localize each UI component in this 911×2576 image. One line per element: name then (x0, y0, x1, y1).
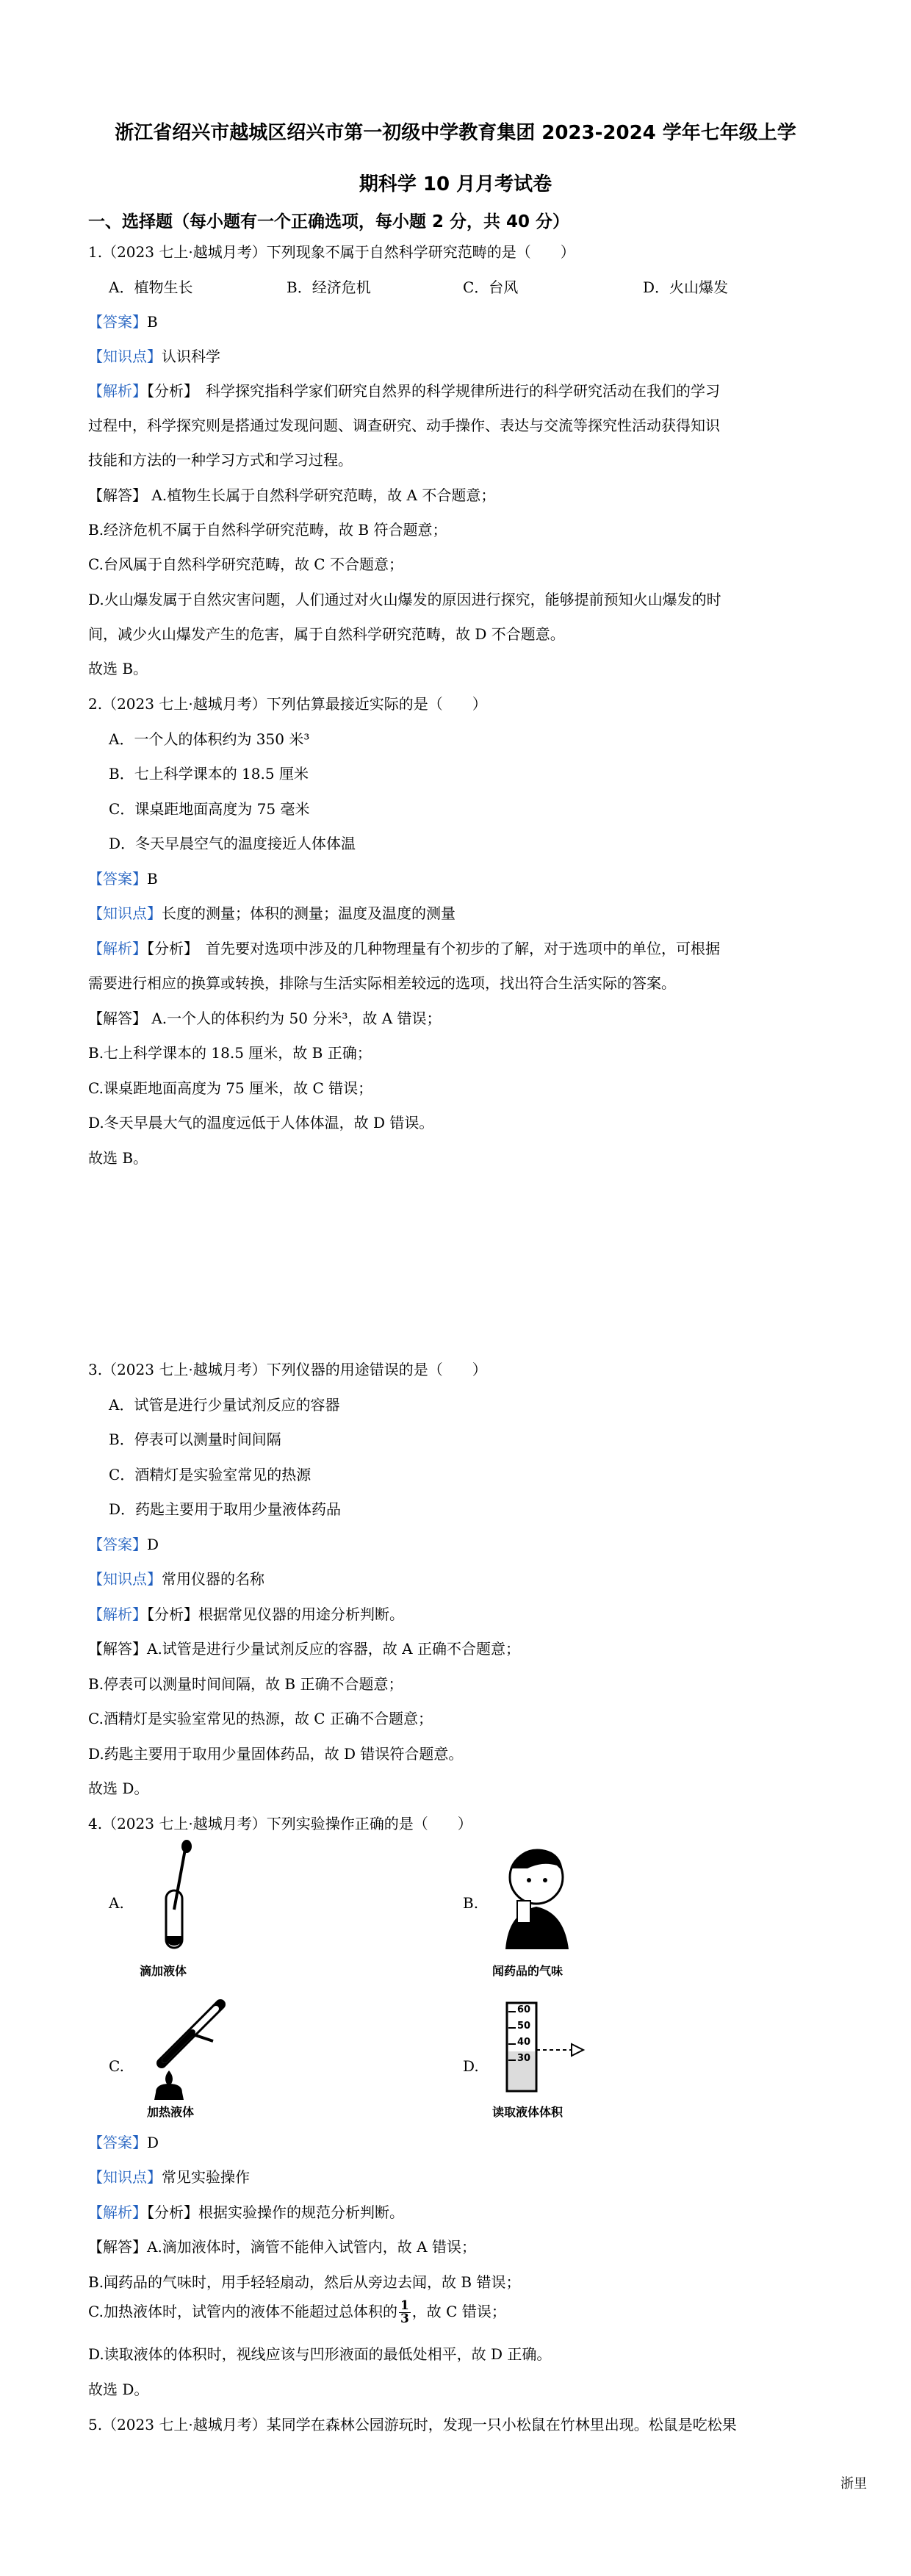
analysis-tag: 【解析】 (88, 382, 147, 400)
q4-answer (88, 2131, 830, 2152)
q2-knowledge-value: 长度的测量；体积的测量；温度及温度的测量 (162, 904, 455, 922)
q3-solution (88, 1637, 830, 1658)
q1-knowledge (88, 345, 830, 366)
solution-tag: 【解答】 (88, 2238, 147, 2256)
cylinder-tick-50: 50 (517, 2021, 531, 2032)
page-footer: 浙里 (840, 2476, 867, 2492)
q4-solution-b: B.闻药品的气味时，用手轻轻扇动，然后从旁边去闻，故 B 错误； (88, 2273, 521, 2291)
q3-answer-value: D (147, 1536, 159, 1553)
q4-caption-a: 滴加液体 (140, 1964, 187, 1978)
measuring-cylinder-figure (492, 1997, 595, 2100)
q4-solution-c-text: C.加热液体时，试管内的液体不能超过总体积的 (88, 2303, 397, 2320)
q1-solution-c: C.台风属于自然科学研究范畴，故 C 不合题意； (88, 555, 403, 573)
q1-analysis-line3: 技能和方法的一种学习方式和学习过程。 (88, 451, 353, 469)
q2-solution-c: C.课桌距地面高度为 75 厘米，故 C 错误； (88, 1079, 373, 1097)
q4-option-b-label: B. (463, 1894, 479, 1912)
knowledge-tag: 【知识点】 (88, 1570, 162, 1588)
analysis-sub-tag: 【分析】 (147, 1605, 198, 1623)
answer-tag: 【答案】 (88, 870, 147, 888)
q4-caption-c: 加热液体 (147, 2105, 195, 2119)
q2-answer (88, 867, 830, 888)
q4-analysis (88, 2201, 830, 2222)
q4-solution (88, 2235, 830, 2256)
q1-conclusion: 故选 B。 (88, 660, 148, 677)
q2-stem: 2.（2023 七上·越城月考）下列估算最接近实际的是（ ） (88, 695, 487, 713)
q4-option-d-label: D. (463, 2057, 479, 2075)
q4-knowledge (88, 2165, 830, 2187)
q3-solution-d: D.药匙主要用于取用少量固体药品，故 D 错误符合题意。 (88, 1745, 464, 1763)
q3-answer (88, 1533, 830, 1554)
q2-option-d: D．冬天早晨空气的温度接近人体体温 (109, 835, 356, 852)
analysis-sub-tag: 【分析】 (147, 382, 191, 400)
q2-option-a: A．一个人的体积约为 350 米³ (109, 730, 310, 748)
section-heading: 一、选择题（每小题有一个正确选项，每小题 2 分，共 40 分） (88, 212, 570, 231)
q1-solution-d1: D.火山爆发属于自然灾害问题，人们通过对火山爆发的原因进行探究，能够提前预知火山爆发的时 (88, 591, 721, 608)
analysis-sub-tag: 【分析】 (147, 940, 191, 957)
q2-solution-b: B.七上科学课本的 18.5 厘米，故 B 正确； (88, 1044, 372, 1062)
q5-stem: 5.（2023 七上·越城月考）某同学在森林公园游玩时，发现一只小松鼠在竹林里出现。松鼠是吃松果 (88, 2416, 737, 2433)
q4-option-c-label: C. (109, 2057, 124, 2075)
q4-caption-d: 读取液体体积 (492, 2105, 563, 2119)
q1-option-a: A．植物生长 (109, 278, 193, 296)
answer-tag: 【答案】 (88, 1536, 147, 1553)
analysis-tag: 【解析】 (88, 940, 147, 957)
q1-solution-a: A.植物生长属于自然科学研究范畴，故 A 不合题意； (147, 486, 496, 504)
q3-solution-c: C.酒精灯是实验室常见的热源，故 C 正确不合题意； (88, 1710, 433, 1727)
q1-option-d: D．火山爆发 (643, 278, 729, 296)
answer-tag: 【答案】 (88, 313, 147, 331)
q2-analysis-text: 首先要对选项中涉及的几种物理量有个初步的了解，对于选项中的单位，可根据 (191, 940, 720, 957)
knowledge-tag: 【知识点】 (88, 904, 162, 922)
q1-analysis (88, 379, 830, 400)
q4-solution-a: A.滴加液体时，滴管不能伸入试管内，故 A 错误； (147, 2238, 476, 2256)
analysis-tag: 【解析】 (88, 1605, 147, 1623)
q3-conclusion: 故选 D。 (88, 1780, 149, 1797)
person-smelling-figure (491, 1839, 579, 1957)
solution-tag: 【解答】 (88, 486, 147, 504)
q1-stem: 1.（2023 七上·越城月考）下列现象不属于自然科学研究范畴的是（ ） (88, 243, 575, 261)
heating-tube-figure (140, 1997, 235, 2107)
q4-solution-c (88, 2300, 830, 2325)
solution-tag: 【解答】 (88, 1010, 147, 1027)
one-third-fraction (399, 2300, 411, 2325)
q1-solution-b: B.经济危机不属于自然科学研究范畴，故 B 符合题意； (88, 521, 447, 539)
q2-conclusion: 故选 B。 (88, 1149, 148, 1167)
q1-knowledge-value: 认识科学 (162, 348, 220, 365)
q2-solution (88, 1007, 830, 1028)
q3-solution-b: B.停表可以测量时间间隔，故 B 正确不合题意； (88, 1675, 403, 1693)
q4-caption-b: 闻药品的气味 (492, 1964, 563, 1978)
fraction-denominator: 3 (400, 2311, 409, 2326)
q4-option-a-label: A. (109, 1894, 124, 1912)
fraction-numerator: 1 (400, 2298, 409, 2313)
q1-analysis-text: 科学探究指科学家们研究自然界的科学规律所进行的科学研究活动在我们的学习 (191, 382, 720, 400)
cylinder-tick-30: 30 (517, 2053, 531, 2064)
q2-analysis (88, 937, 830, 958)
dropper-into-tube-figure (140, 1839, 206, 1964)
q1-solution-d2: 间，减少火山爆发产生的危害，属于自然科学研究范畴，故 D 不合题意。 (88, 625, 565, 643)
q3-option-c: C．酒精灯是实验室常见的热源 (109, 1466, 312, 1483)
q4-conclusion: 故选 D。 (88, 2381, 149, 2398)
q2-option-c: C．课桌距地面高度为 75 毫米 (109, 800, 310, 818)
q1-answer-value: B (147, 313, 158, 331)
q3-knowledge (88, 1567, 830, 1589)
q3-knowledge-value: 常用仪器的名称 (162, 1570, 264, 1588)
q2-solution-a: A.一个人的体积约为 50 分米³，故 A 错误； (147, 1010, 442, 1027)
q1-solution (88, 483, 830, 505)
q3-analysis (88, 1602, 830, 1624)
q4-solution-d: D.读取液体的体积时，视线应该与凹形液面的最低处相平，故 D 正确。 (88, 2345, 552, 2363)
q1-answer (88, 310, 830, 331)
cylinder-tick-40: 40 (517, 2037, 531, 2048)
q4-answer-value: D (147, 2134, 159, 2151)
exam-title-line2: 期科学 10 月月考试卷 (359, 173, 552, 195)
answer-tag: 【答案】 (88, 2134, 147, 2151)
q4-knowledge-value: 常见实验操作 (162, 2168, 250, 2186)
q3-option-d: D．药匙主要用于取用少量液体药品 (109, 1500, 342, 1518)
q1-analysis-line2: 过程中，科学探究则是搭通过发现问题、调查研究、动手操作、表达与交流等探究性活动获得知识 (88, 417, 720, 434)
knowledge-tag: 【知识点】 (88, 348, 162, 365)
q1-option-b: B．经济危机 (287, 278, 371, 296)
cylinder-tick-60: 60 (517, 2004, 531, 2015)
q2-knowledge (88, 902, 830, 923)
q2-analysis-line2: 需要进行相应的换算或转换，排除与生活实际相差较远的选项，找出符合生活实际的答案。 (88, 974, 676, 992)
q2-option-b: B．七上科学课本的 18.5 厘米 (109, 765, 309, 782)
q3-option-b: B．停表可以测量时间间隔 (109, 1431, 281, 1448)
solution-tag: 【解答】 (88, 1640, 147, 1658)
q2-solution-d: D.冬天早晨大气的温度远低于人体体温，故 D 错误。 (88, 1114, 434, 1132)
q4-analysis-text: 根据实验操作的规范分析判断。 (198, 2203, 404, 2221)
q2-answer-value: B (147, 870, 158, 888)
q1-option-c: C．台风 (463, 278, 519, 296)
q3-option-a: A．试管是进行少量试剂反应的容器 (109, 1396, 340, 1414)
q3-stem: 3.（2023 七上·越城月考）下列仪器的用途错误的是（ ） (88, 1361, 487, 1378)
q3-solution-a: A.试管是进行少量试剂反应的容器，故 A 正确不合题意； (147, 1640, 520, 1658)
analysis-sub-tag: 【分析】 (147, 2203, 198, 2221)
knowledge-tag: 【知识点】 (88, 2168, 162, 2186)
q4-solution-c-end: ，故 C 错误； (411, 2303, 506, 2320)
analysis-tag: 【解析】 (88, 2203, 147, 2221)
q3-analysis-text: 根据常见仪器的用途分析判断。 (198, 1605, 404, 1623)
q4-stem: 4.（2023 七上·越城月考）下列实验操作正确的是（ ） (88, 1815, 472, 1832)
exam-title-line1: 浙江省绍兴市越城区绍兴市第一初级中学教育集团 2023-2024 学年七年级上学 (115, 122, 796, 144)
